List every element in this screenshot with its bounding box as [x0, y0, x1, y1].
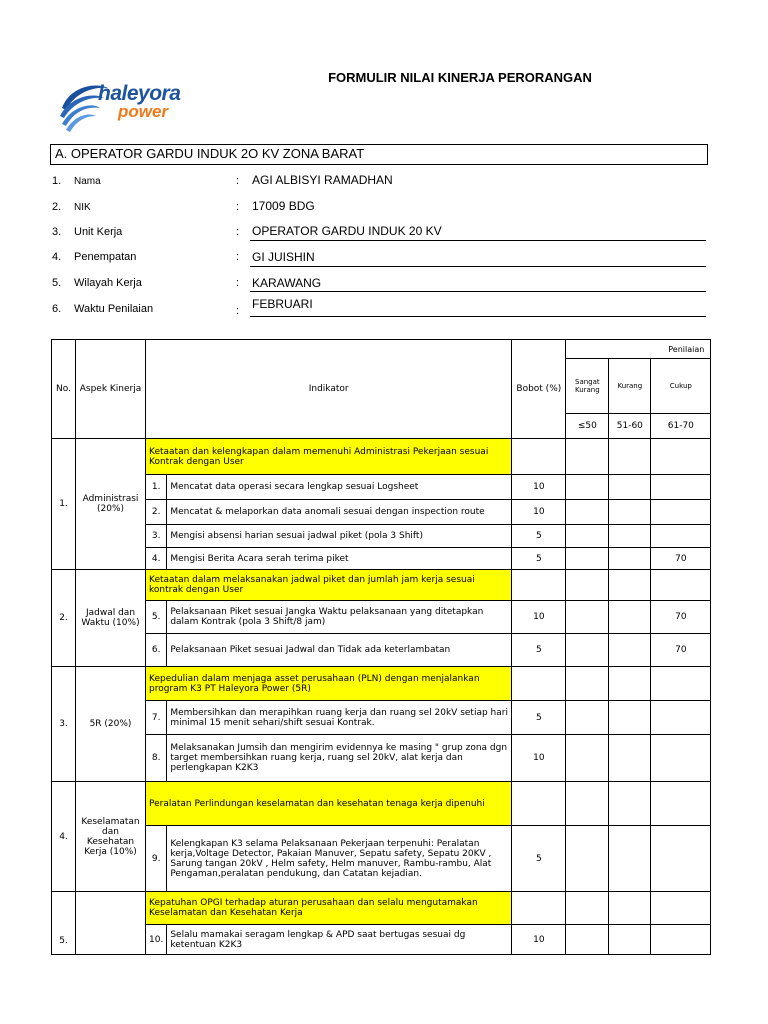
indicator-cukup	[651, 475, 711, 500]
indicator-text: Pelaksanaan Piket sesuai Jadwal dan Tidak ada keterlambatan	[167, 634, 512, 667]
group-heading: Ketaatan dan kelengkapan dalam memenuhi Administrasi Pekerjaan sesuai Kontrak dengan User	[146, 439, 512, 475]
indicator-bobot: 10	[512, 601, 566, 634]
info-underline	[250, 291, 706, 292]
table-row	[52, 701, 711, 735]
info-label: NIK	[74, 202, 91, 213]
company-logo	[56, 78, 196, 134]
table-row	[52, 475, 711, 500]
table-row	[52, 548, 711, 570]
table-row	[52, 439, 711, 475]
table-header-row	[52, 340, 711, 359]
table-row	[52, 570, 711, 601]
group-number: 2.	[52, 570, 76, 667]
indicator-cukup: 70	[651, 601, 711, 634]
indicator-number: 6.	[146, 634, 167, 667]
indicator-number: 4.	[146, 548, 167, 570]
group-number: 4.	[52, 782, 76, 892]
indicator-cukup	[651, 701, 711, 735]
indicator-bobot: 5	[512, 525, 566, 548]
info-value-placement: GI JUISHIN	[252, 250, 315, 264]
info-colon: :	[236, 251, 240, 263]
indicator-bobot: 10	[512, 735, 566, 782]
table-row	[52, 782, 711, 826]
info-label: Nama	[74, 176, 101, 187]
indicator-bobot: 5	[512, 548, 566, 570]
indicator-text: Mencatat & melaporkan data anomali sesuai dengan inspection route	[167, 500, 512, 525]
indicator-number: 2.	[146, 500, 167, 525]
indicator-bobot: 5	[512, 826, 566, 892]
page-title: FORMULIR NILAI KINERJA PERORANGAN	[328, 70, 592, 85]
info-value-nik: 17009 BDG	[252, 199, 315, 213]
indicator-number: 7.	[146, 701, 167, 735]
info-number: 4.	[52, 251, 62, 263]
table-row	[52, 892, 711, 925]
info-value-region: KARAWANG	[252, 276, 322, 290]
group-aspek: Jadwal dan Waktu (10%)	[76, 570, 146, 667]
group-number: 5.	[52, 892, 76, 955]
group-heading: Ketaatan dalam melaksanakan jadwal piket dan jumlah jam kerja sesuai kontrak dengan User	[146, 570, 512, 601]
header-range-sangat-kurang: ≤50	[566, 414, 609, 439]
info-colon: :	[236, 305, 240, 317]
info-label: Unit Kerja	[74, 226, 123, 238]
info-colon: :	[236, 226, 240, 238]
info-colon: :	[236, 277, 240, 289]
indicator-number: 10.	[146, 925, 167, 955]
info-number: 5.	[52, 277, 62, 289]
header-cukup: Cukup	[651, 359, 711, 414]
info-underline	[250, 266, 706, 267]
group-aspek: Administrasi (20%)	[76, 439, 146, 570]
info-label: Waktu Penilaian	[74, 303, 154, 315]
header-no: No.	[52, 340, 76, 439]
table-row	[52, 634, 711, 667]
indicator-cukup	[651, 525, 711, 548]
logo-wordmark: haleyora	[98, 82, 181, 105]
header-bobot: Bobot (%)	[512, 340, 566, 439]
info-value-period: FEBRUARI	[252, 297, 313, 311]
indicator-number: 1.	[146, 475, 167, 500]
indicator-text: Mengisi absensi harian sesuai jadwal piket (pola 3 Shift)	[167, 525, 512, 548]
indicator-cukup	[651, 925, 711, 955]
info-colon: :	[236, 201, 240, 213]
group-heading: Kepedulian dalam menjaga asset perusahaan (PLN) dengan menjalankan program K3 PT Haleyora Power (5R)	[146, 667, 512, 701]
group-heading: Kepatuhan OPGI terhadap aturan perusahaan dan selalu mengutamakan Keselamatan dan Kesehatan Kerja	[146, 892, 512, 925]
assessment-table	[51, 339, 711, 955]
table-row	[52, 500, 711, 525]
table-row	[52, 525, 711, 548]
indicator-text: Kelengkapan K3 selama Pelaksanaan Pekerjaan terpenuhi: Peralatan kerja,Voltage Detector, Pakaian Manuver, Sepatu safety, Sepatu 20KV , Sarung tangan 20kV , Helm safety, Helm manuver, Rambu-rambu, Alat Pengaman,peralatan pendukung, dan Catatan kejadian.	[167, 826, 512, 892]
indicator-cukup: 70	[651, 548, 711, 570]
info-underline	[250, 240, 706, 241]
info-label: Penempatan	[74, 251, 137, 263]
indicator-number: 9.	[146, 826, 167, 892]
indicator-text: Mengisi Berita Acara serah terima piket	[167, 548, 512, 570]
header-kurang: Kurang	[609, 359, 651, 414]
indicator-bobot: 10	[512, 475, 566, 500]
indicator-text: Pelaksanaan Piket sesuai Jangka Waktu pelaksanaan yang ditetapkan dalam Kontrak (pola 3 Shift/8 jam)	[167, 601, 512, 634]
indicator-bobot: 10	[512, 500, 566, 525]
info-number: 2.	[52, 201, 62, 213]
info-underline	[250, 316, 706, 317]
table-row	[52, 826, 711, 892]
indicator-text: Mencatat data operasi secara lengkap sesuai Logsheet	[167, 475, 512, 500]
table-row	[52, 667, 711, 701]
table-row	[52, 925, 711, 955]
header-aspek: Aspek Kinerja	[76, 340, 146, 439]
group-aspek: 5R (20%)	[76, 667, 146, 782]
indicator-cukup	[651, 500, 711, 525]
group-number: 1.	[52, 439, 76, 570]
indicator-text: Membersihkan dan merapihkan ruang kerja dan ruang sel 20kV setiap hari minimal 15 menit sehari/shift sesuai Kontrak.	[167, 701, 512, 735]
header-indikator: Indikator	[146, 340, 512, 439]
group-aspek: Keselamatan dan Kesehatan Kerja (10%)	[76, 782, 146, 892]
table-row	[52, 735, 711, 782]
header-penilaian: Penilaian	[566, 340, 711, 359]
indicator-cukup: 70	[651, 634, 711, 667]
group-number: 3.	[52, 667, 76, 782]
indicator-cukup	[651, 826, 711, 892]
indicator-bobot: 5	[512, 701, 566, 735]
info-label: Wilayah Kerja	[74, 277, 142, 289]
section-title: A. OPERATOR GARDU INDUK 2O KV ZONA BARAT	[55, 146, 365, 161]
indicator-number: 5.	[146, 601, 167, 634]
indicator-number: 3.	[146, 525, 167, 548]
header-range-cukup: 61-70	[651, 414, 711, 439]
table-row	[52, 601, 711, 634]
indicator-number: 8.	[146, 735, 167, 782]
info-number: 1.	[52, 175, 62, 187]
info-number: 3.	[52, 226, 62, 238]
indicator-bobot: 10	[512, 925, 566, 955]
logo-tagline: power	[118, 102, 169, 121]
info-colon: :	[236, 175, 240, 187]
indicator-text: Selalu mamakai seragam lengkap & APD saat bertugas sesuai dg ketentuan K2K3	[167, 925, 512, 955]
header-range-kurang: 51-60	[609, 414, 651, 439]
indicator-cukup	[651, 735, 711, 782]
group-heading: Peralatan Perlindungan keselamatan dan kesehatan tenaga kerja dipenuhi	[146, 782, 512, 826]
header-sangat-kurang: Sangat Kurang	[566, 359, 609, 414]
indicator-bobot: 5	[512, 634, 566, 667]
group-aspek	[76, 892, 146, 955]
info-value-name: AGI ALBISYI RAMADHAN	[252, 173, 393, 187]
info-number: 6.	[52, 303, 62, 315]
indicator-text: Melaksanakan Jumsih dan mengirim evidennya ke masing " grup zona dgn target membersihkan ruang kerja, ruang sel 20kV, alat kerja dan perlengkapan K2K3	[167, 735, 512, 782]
info-value-unit: OPERATOR GARDU INDUK 20 KV	[252, 224, 442, 238]
